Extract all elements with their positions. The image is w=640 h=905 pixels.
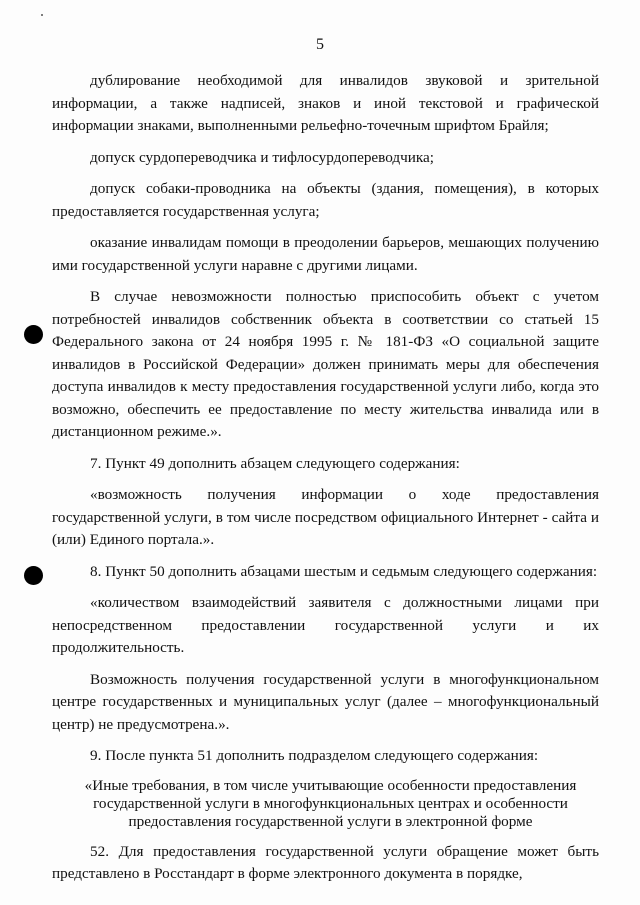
paragraph: 8. Пункт 50 дополнить абзацами шестым и седьмым следующего содержания: (90, 562, 598, 580)
paragraph: Возможность получения государственной услуги в многофункциональном центре государственных и муниципальных услуг (далее – многофункциональный центр) не предусмотрена.». (52, 670, 599, 733)
paragraph: допуск сурдопереводчика и тифлосурдопереводчика; (90, 148, 434, 166)
paragraph: допуск собаки-проводника на объекты (здания, помещения), в которых предоставляется государственная услуга; (52, 180, 599, 220)
paragraph: «количеством взаимодействий заявителя с должностными лицами при непосредственном предоставлении государственной услуги и их продолжительность. (52, 594, 599, 656)
paragraph: оказание инвалидам помощи в преодолении барьеров, мешающих получению ими государственной услуги наравне с другими лицами. (52, 234, 599, 274)
paragraph: «возможность получения информации о ходе предоставления государственной услуги, в том числе посредством официального Интернет - сайта и (или) Единого портала.». (52, 486, 599, 548)
paragraph: 52. Для предоставления государственной услуги обращение может быть представлено в Росстандарт в форме электронного документа в порядке, (52, 842, 599, 882)
subsection-heading (52, 777, 599, 831)
document-body (52, 70, 599, 895)
subsection-heading-line: государственной услуги в многофункциональных центрах и особенности (93, 794, 568, 812)
punch-hole-mark (24, 566, 43, 585)
page-number: 5 (316, 36, 324, 53)
paragraph: дублирование необходимой для инвалидов звуковой и зрительной информации, а также надписей, знаков и иной текстовой и графической информации знаками, выполненными рельефно-точечным шрифтом Брайля; (52, 72, 599, 134)
subsection-heading-line: предоставления государственной услуги в электронной форме (128, 812, 533, 830)
punch-hole-mark (24, 325, 43, 344)
paragraph: 7. Пункт 49 дополнить абзацем следующего содержания: (90, 454, 460, 472)
subsection-heading-line: «Иные требования, в том числе учитывающие особенности предоставления (84, 776, 577, 794)
paragraph: 9. После пункта 51 дополнить подразделом следующего содержания: (90, 747, 539, 764)
scan-speck (41, 14, 43, 16)
paragraph: В случае невозможности полностью приспособить объект с учетом потребностей инвалидов собственник объекта в соответствии со статьей 15 Федерального закона от 24 ноября 1995 г. № 181-ФЗ «О социальной защите инвалидов в Российской Федерации» должен принимать меры для обеспечения доступа инвалидов к месту предоставления государственной услуги либо, когда это возможно, обеспечить ее предоставление по месту жительства инвалида или в дистанционном режиме.». (52, 288, 599, 440)
